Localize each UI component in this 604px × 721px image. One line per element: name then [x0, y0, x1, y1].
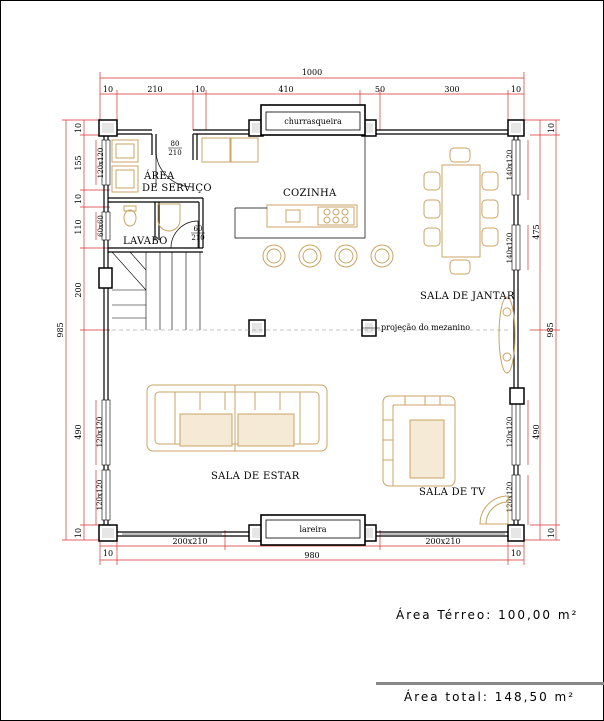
kitchen-counter: [267, 205, 357, 227]
dim-left-seg: 200: [74, 282, 83, 298]
dim-bottom-seg: 10: [102, 549, 114, 558]
win-label: 60x60: [97, 215, 105, 237]
label-cozinha: COZINHA: [283, 188, 337, 199]
chair: [482, 200, 498, 218]
label-sala-estar: SALA DE ESTAR: [211, 471, 300, 482]
win-label: 120x120: [506, 481, 514, 513]
dim-left-seg: 10: [74, 193, 83, 205]
dim-left-seg: 155: [74, 155, 83, 171]
kitchen-sink: [286, 210, 300, 222]
area-total-divider: [376, 682, 604, 685]
dim-left-seg: 110: [74, 219, 83, 235]
label-area-servico-2: DE SERVIÇO: [142, 183, 212, 194]
chair: [482, 172, 498, 190]
dim-bottom-seg: 980: [304, 551, 320, 560]
rug: [238, 414, 294, 446]
rug: [410, 420, 444, 478]
bar-stool: [299, 245, 321, 267]
chair: [450, 148, 470, 162]
label-lareira: lareira: [299, 525, 327, 534]
win-label: 120x120: [97, 147, 105, 179]
toilet: [124, 210, 136, 226]
dim-right-seg: 475: [532, 224, 541, 240]
dim-left-seg: 10: [74, 122, 83, 134]
label-sala-tv: SALA DE TV: [419, 487, 486, 498]
windows: [102, 140, 520, 534]
area-total: Área total: 148,50 m²: [404, 690, 576, 704]
door-servico-h: 210: [168, 149, 182, 157]
dim-top-seg: 210: [147, 85, 163, 94]
dim-top-seg: 300: [444, 85, 460, 94]
dim-right-seg: 490: [532, 424, 541, 440]
door-servico-w: 80: [170, 140, 180, 148]
dim-bottom-seg: 200x210: [172, 537, 208, 546]
chair: [482, 228, 498, 246]
bar-stool: [371, 245, 393, 267]
rug: [180, 414, 232, 446]
label-churrasqueira: churrasqueira: [284, 117, 342, 126]
door-lavabo-w: 60: [193, 225, 203, 233]
dim-right-total: 985: [546, 322, 555, 338]
dim-top-seg: 50: [374, 85, 386, 94]
label-projecao-mezanino: projeção do mezanino: [381, 323, 471, 332]
sink: [158, 204, 180, 231]
chair: [450, 260, 470, 274]
win-label: 120x120: [506, 416, 514, 448]
armchair: [480, 496, 508, 524]
bar-stool: [263, 245, 285, 267]
dim-left-seg: 490: [74, 424, 83, 440]
dim-top-seg: 10: [102, 85, 114, 94]
win-label: 120x120: [96, 479, 104, 511]
chair: [424, 228, 440, 246]
bar-stool: [335, 245, 357, 267]
dim-left-seg: 10: [74, 527, 83, 539]
dim-right-seg: 10: [547, 122, 556, 134]
win-label: 140x120: [506, 232, 514, 264]
dim-left-total: 985: [56, 322, 65, 338]
dim-right-seg: 10: [547, 527, 556, 539]
chair: [424, 172, 440, 190]
label-sala-jantar: SALA DE JANTAR: [420, 291, 515, 302]
label-area-servico-1: ÁREA: [144, 171, 175, 182]
area-terreo: Área Térreo: 100,00 m²: [396, 608, 579, 622]
dim-bottom-seg: 200x210: [425, 537, 461, 546]
door-lavabo-h: 210: [191, 234, 205, 242]
win-label: 120x120: [96, 416, 104, 448]
kitchen-cabinet: [202, 138, 230, 162]
dim-top-total: 1000: [301, 68, 323, 77]
chair: [424, 200, 440, 218]
dim-bottom-seg: 10: [510, 549, 522, 558]
dining-table: [442, 165, 480, 257]
win-label: 140x120: [506, 149, 514, 181]
dim-top-seg: 10: [194, 85, 206, 94]
dim-top-seg: 10: [510, 85, 522, 94]
label-lavabo: LAVABO: [123, 236, 168, 247]
dim-top-seg: 410: [278, 85, 294, 94]
stove: [318, 207, 354, 225]
stairs: [112, 252, 200, 330]
